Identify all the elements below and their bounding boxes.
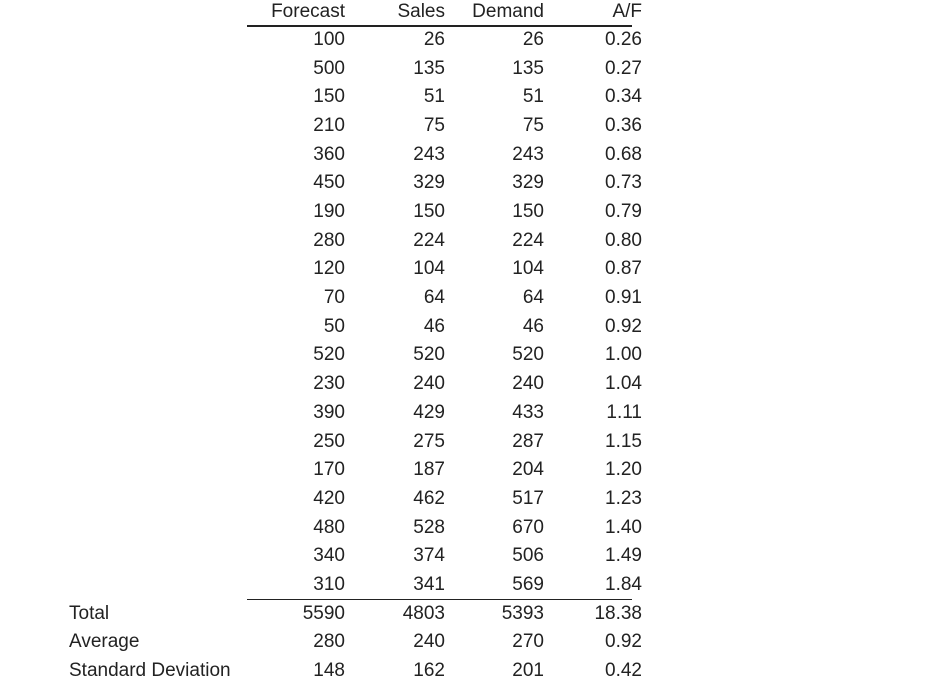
summary-standard-deviation-sales: 162 (413, 659, 445, 681)
cell-demand: 46 (522, 315, 544, 337)
cell-af: 0.26 (605, 29, 642, 50)
cell-demand: 506 (512, 545, 544, 567)
cell-forecast: 230 (313, 373, 345, 395)
summary-standard-deviation-forecast: 148 (313, 659, 345, 681)
cell-af: 1.11 (606, 401, 642, 423)
cell-af: 0.80 (605, 229, 642, 251)
summary-standard-deviation-demand: 201 (512, 659, 544, 681)
cell-demand: 520 (512, 344, 544, 366)
cell-forecast: 170 (313, 459, 345, 481)
cell-demand: 224 (512, 229, 544, 251)
cell-sales: 75 (423, 115, 445, 137)
cell-af: 0.79 (605, 201, 642, 223)
cell-demand: 243 (512, 143, 544, 165)
cell-sales: 275 (413, 430, 445, 452)
cell-forecast: 420 (313, 487, 345, 509)
cell-forecast: 280 (313, 229, 345, 251)
cell-sales: 374 (413, 545, 445, 567)
summary-average-demand: 270 (512, 631, 544, 653)
header-af: A/F (612, 1, 642, 22)
cell-sales: 462 (413, 487, 445, 509)
cell-sales: 224 (413, 229, 445, 251)
cell-forecast: 250 (313, 430, 345, 452)
cell-af: 1.20 (605, 459, 642, 481)
cell-sales: 135 (413, 57, 445, 79)
cell-sales: 240 (413, 373, 445, 395)
summary-total-af: 18.38 (594, 602, 642, 624)
header-rule (247, 25, 632, 27)
summary-total-demand: 5393 (501, 602, 544, 624)
cell-sales: 150 (413, 201, 445, 223)
cell-demand: 51 (522, 86, 544, 108)
cell-af: 0.36 (605, 115, 642, 137)
cell-forecast: 340 (313, 545, 345, 567)
cell-af: 0.87 (605, 258, 642, 280)
cell-sales: 329 (413, 172, 445, 194)
cell-forecast: 120 (313, 258, 345, 280)
cell-sales: 64 (423, 287, 445, 309)
cell-demand: 150 (512, 201, 544, 223)
cell-af: 1.84 (605, 573, 642, 595)
cell-demand: 670 (512, 516, 544, 538)
total-rule (247, 599, 632, 601)
summary-average-forecast: 280 (313, 631, 345, 653)
cell-sales: 46 (423, 315, 445, 337)
header-forecast: Forecast (271, 1, 345, 22)
summary-standard-deviation-af: 0.42 (605, 659, 642, 681)
cell-sales: 26 (423, 29, 445, 50)
cell-demand: 517 (512, 487, 544, 509)
cell-demand: 287 (512, 430, 544, 452)
summary-label-average: Average (69, 631, 140, 653)
summary-total-forecast: 5590 (302, 602, 345, 624)
cell-demand: 104 (512, 258, 544, 280)
cell-af: 1.49 (605, 545, 642, 567)
cell-forecast: 150 (313, 86, 345, 108)
summary-total-sales: 4803 (402, 602, 445, 624)
cell-sales: 429 (413, 401, 445, 423)
cell-demand: 64 (522, 287, 544, 309)
cell-af: 1.04 (605, 373, 642, 395)
cell-demand: 240 (512, 373, 544, 395)
cell-demand: 75 (522, 115, 544, 137)
cell-forecast: 190 (313, 201, 345, 223)
cell-af: 0.91 (605, 287, 642, 309)
cell-demand: 26 (522, 29, 544, 50)
cell-af: 1.15 (605, 430, 642, 452)
cell-af: 0.68 (605, 143, 642, 165)
cell-forecast: 480 (313, 516, 345, 538)
cell-af: 0.34 (605, 86, 642, 108)
cell-forecast: 360 (313, 143, 345, 165)
summary-average-af: 0.92 (605, 631, 642, 653)
cell-forecast: 520 (313, 344, 345, 366)
cell-af: 1.00 (605, 344, 642, 366)
cell-af: 1.23 (605, 487, 642, 509)
summary-average-sales: 240 (413, 631, 445, 653)
cell-forecast: 450 (313, 172, 345, 194)
cell-demand: 569 (512, 573, 544, 595)
cell-demand: 135 (512, 57, 544, 79)
header-demand: Demand (472, 1, 544, 22)
cell-demand: 329 (512, 172, 544, 194)
summary-label-standard-deviation: Standard Deviation (69, 659, 231, 681)
cell-sales: 51 (423, 86, 445, 108)
cell-demand: 433 (512, 401, 544, 423)
cell-af: 0.27 (605, 57, 642, 79)
summary-label-total: Total (69, 602, 110, 624)
cell-demand: 204 (512, 459, 544, 481)
cell-forecast: 310 (313, 573, 345, 595)
cell-af: 0.92 (605, 315, 642, 337)
cell-forecast: 500 (313, 57, 345, 79)
cell-forecast: 210 (313, 115, 345, 137)
cell-forecast: 100 (313, 29, 345, 50)
cell-af: 1.40 (605, 516, 642, 538)
cell-forecast: 50 (323, 315, 345, 337)
cell-sales: 528 (413, 516, 445, 538)
header-sales: Sales (397, 1, 445, 22)
cell-forecast: 390 (313, 401, 345, 423)
cell-sales: 520 (413, 344, 445, 366)
cell-forecast: 70 (323, 287, 345, 309)
cell-sales: 104 (413, 258, 445, 280)
cell-sales: 243 (413, 143, 445, 165)
cell-sales: 341 (413, 573, 445, 595)
cell-sales: 187 (413, 459, 445, 481)
cell-af: 0.73 (605, 172, 642, 194)
